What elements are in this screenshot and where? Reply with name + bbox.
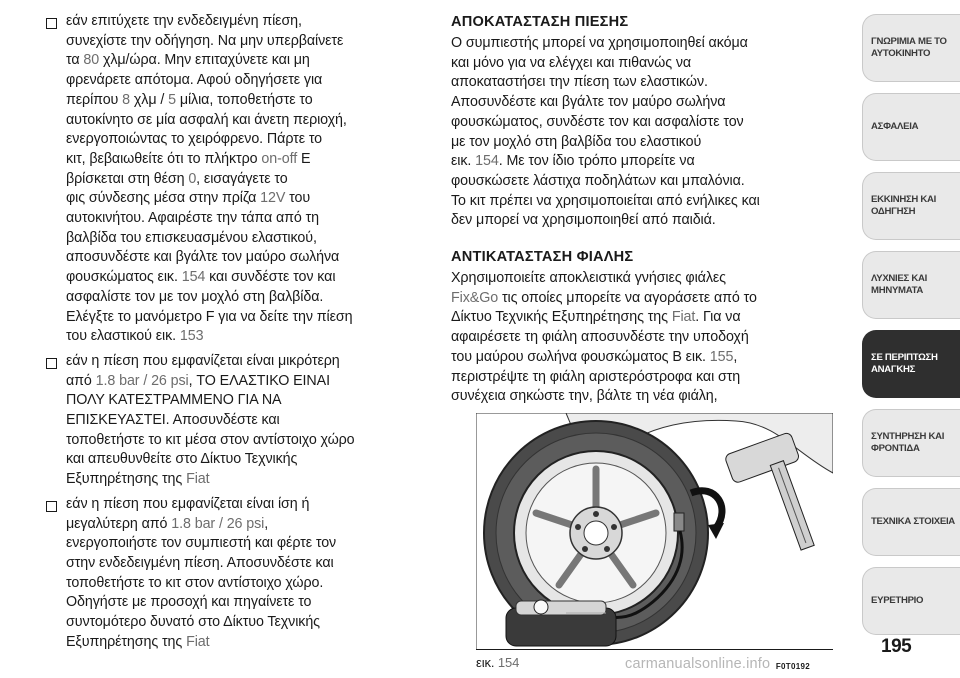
text-line [66,327,422,347]
reference-value: 1.8 bar / 26 psi [171,515,265,532]
tab-technical-data[interactable] [862,488,960,556]
text-line [451,133,851,153]
text-fragment: βαλβίδα του επισκευασμένου ελαστικού, [66,229,317,246]
text-fragment: Χρησιμοποιείτε αποκλειστικά γνήσιες φιάλες [451,270,726,287]
text-fragment: . Με τον ίδιο τρόπο μπορείτε να [498,153,695,170]
page-number: 195 [881,636,912,657]
text-fragment: Εξυπηρέτησης της [66,633,187,650]
text-fragment: μίλια, τοποθετήστε το [175,91,313,108]
text-fragment: χλμ/ώρα. Μην επιταχύνετε και μη [99,52,310,69]
text-line [66,130,422,150]
text-fragment: τοποθετήστε το κιτ μέσα στον αντίστοιχο χώρο [66,431,355,448]
text-fragment: του μαύρου σωλήνα φουσκώματος B εικ. [451,348,710,365]
text-line [66,12,422,32]
figure-label-prefix: εικ. [476,654,495,670]
text-line [66,111,422,131]
text-line [66,391,422,411]
text-fragment: περίπου [66,91,123,108]
figure-number: 154 [497,654,520,670]
text-line [66,495,422,515]
bullet-pressure-low [38,352,422,490]
text-fragment: από [66,372,96,389]
bullet-text [66,12,422,347]
text-fragment: στην ενδεδειγμένη πίεση. Αποσυνδέστε και [66,554,334,571]
text-line [451,34,851,54]
text-fragment: ΠΟΛΥ ΚΑΤΕΣΤΡΑΜΜΕΝΟ ΓΙΑ ΝΑ [66,392,282,409]
reference-value: Fiat [186,633,210,650]
reference-value: 1.8 bar / 26 psi [95,372,189,389]
text-fragment: Το κιτ πρέπει να χρησιμοποιείται από ενήλικες και [451,192,760,209]
left-column [38,12,422,658]
text-line [66,268,422,288]
text-line [66,248,422,268]
text-fragment: συνεχίστε την οδήγηση. Να μην υπερβαίνετε [66,32,344,49]
text-line [451,73,851,93]
tab-maintenance-and-care[interactable] [862,409,960,477]
tab-label: ΛΥΧΝΙΕΣ ΚΑΙ ΜΗΝΥΜΑΤΑ [871,273,927,296]
tab-index[interactable] [862,567,960,635]
text-line [451,348,851,368]
reference-value: 12V [260,190,286,207]
bullet-text [66,352,422,490]
text-line [66,150,422,170]
reference-value: Fiat [186,471,210,488]
text-line [451,172,851,192]
text-fragment: περιστρέψτε τη φιάλη αριστερόστροφα και στη [451,368,741,385]
figure-label [476,653,519,677]
text-line [66,308,422,328]
text-fragment: εικ. [451,153,476,170]
text-fragment: ασφαλίστε τον με τον μοχλό στη βαλβίδα. [66,288,324,305]
text-fragment: συντομότερο δυνατό στο Δίκτυο Τεχνικής [66,614,320,631]
text-line [451,308,851,328]
text-line [451,152,851,172]
text-fragment: φουσκώματος εικ. [66,269,182,286]
text-fragment: συνέχεια σηκώστε την, βάλτε τη νέα φιάλη, [451,388,718,405]
text-line [66,470,422,490]
text-fragment: φις σύνδεσης μέσα στην πρίζα [66,190,261,207]
text-fragment: Ο συμπιεστής μπορεί να χρησιμοποιηθεί ακόμα [451,35,748,51]
reference-value: 80 [83,52,100,69]
tab-safety[interactable] [862,93,960,161]
reference-value: Fix&Go [451,289,499,306]
text-fragment: μεγαλύτερη από [66,515,172,532]
text-fragment: και μόνο για να ελέγχει και πιθανώς να [451,54,692,71]
text-fragment: ΕΠΙΣΚΕΥΑΣΤΕΙ. Αποσυνδέστε και [66,412,280,429]
text-line [66,189,422,209]
text-line [66,71,422,91]
text-line [451,289,851,309]
text-line [451,113,851,133]
text-line [66,633,422,653]
text-fragment: βρίσκεται στη θέση [66,170,189,187]
text-line [66,209,422,229]
checkbox-bullet-icon [46,358,57,369]
figure-code: F0T0192 [775,661,810,671]
tab-label: ΓΝΩΡΙΜΙΑ ΜΕ ΤΟ ΑΥΤΟΚΙΝΗΤΟ [871,36,947,59]
text-fragment: , [733,348,738,365]
tab-knowing-the-car[interactable] [862,14,960,82]
text-fragment: τα [66,52,84,69]
text-fragment: Αποσυνδέστε και βγάλτε τον μαύρο σωλήνα [451,94,726,111]
text-line [66,352,422,372]
bullet-pressure-ok [38,495,422,653]
checkbox-bullet-icon [46,501,57,512]
text-fragment: Ελέγξτε το μανόμετρο F για να δείτε την πίεση [66,308,353,325]
text-fragment: εάν η πίεση που εμφανίζεται είναι ίση ή [66,495,310,512]
bullet-continue-driving [38,12,422,347]
reference-value: 8 [122,91,131,108]
text-line [451,93,851,113]
text-fragment: εάν επιτύχετε την ενδεδειγμένη πίεση, [66,13,302,29]
text-line [451,192,851,212]
text-line [451,368,851,388]
text-line [66,593,422,613]
reference-value: Fiat [671,309,696,326]
text-fragment: Δίκτυο Τεχνικής Εξυπηρέτησης της [451,309,672,326]
reference-value: 5 [168,91,176,108]
text-fragment: φουσκώματος, συνδέστε τον και ασφαλίστε τον [451,113,744,130]
chapter-tabs-sidebar [862,14,960,646]
watermark: carmanualsonline.info [625,656,771,672]
text-line [451,387,851,407]
text-fragment: και συνδέστε τον και [205,269,336,286]
figure-compressor-on-wheel [476,413,833,650]
tab-label: ΑΣΦΑΛΕΙΑ [871,121,919,132]
text-fragment: του ελαστικού εικ. [66,328,180,345]
text-fragment: , ΤΟ ΕΛΑΣΤΙΚΟ ΕΙΝΑΙ [188,372,330,389]
text-fragment: τοποθετήστε το κιτ στον αντίστοιχο χώρο. [66,574,324,591]
text-fragment: αποκαταστήσει την πίεση των ελαστικών. [451,74,708,91]
text-line [66,32,422,52]
text-line [66,613,422,633]
text-fragment: , εισαγάγετε το [196,170,288,187]
text-fragment: και απευθυνθείτε στο Δίκτυο Τεχνικής [66,451,298,468]
text-fragment: E [297,150,311,167]
right-column [451,12,851,677]
heading-pressure-restore: ΑΠΟΚΑΤΑΣΤΑΣΗ ΠΙΕΣΗΣ [451,14,629,30]
reference-value: on-off [261,150,298,167]
text-fragment: με τον μοχλό στη βαλβίδα του ελαστικού [451,133,702,150]
tab-in-emergency[interactable] [862,330,960,398]
reference-value: 154 [181,269,206,286]
text-line [66,170,422,190]
text-line [451,54,851,74]
text-line [66,229,422,249]
text-fragment: φουσκώσετε λάστιχα ποδηλάτων και μπαλόνια. [451,172,745,189]
text-fragment: του [285,190,311,207]
text-line [66,91,422,111]
text-line [66,372,422,392]
text-line [66,574,422,594]
text-line [66,515,422,535]
bullet-text [66,495,422,653]
tab-label: ΣΕ ΠΕΡΙΠΤΩΣΗ ΑΝΑΓΚΗΣ [871,352,938,375]
text-line [66,431,422,451]
tab-label: ΤΕΧΝΙΚΑ ΣΤΟΙΧΕΙΑ [871,516,955,527]
text-line [66,51,422,71]
heading-bottle-replacement: ΑΝΤΙΚΑΤΑΣΤΑΣΗ ΦΙΑΛΗΣ [451,249,634,266]
text-fragment: Οδηγήστε με προσοχή και πηγαίνετε το [66,594,312,611]
text-fragment: εάν η πίεση που εμφανίζεται είναι μικρότερη [66,352,340,369]
text-fragment: . Για να [695,309,741,326]
text-fragment: αυτοκινήτου. Αφαιρέστε την τάπα από τη [66,210,320,227]
text-line [66,411,422,431]
tab-label: ΕΚΚΙΝΗΣΗ ΚΑΙ ΟΔΗΓΗΣΗ [871,194,937,217]
text-line [66,450,422,470]
text-line [451,328,851,348]
paragraph-pressure-restore [451,34,851,231]
text-line [66,554,422,574]
text-fragment: τις οποίες μπορείτε να αγοράσετε από το [498,289,757,306]
reference-value: 154 [475,153,499,170]
text-fragment: ενεργοποιήστε τον συμπιεστή και φέρτε τον [66,535,337,552]
text-line [451,211,851,231]
tab-warning-lights[interactable] [862,251,960,319]
text-line [66,534,422,554]
checkbox-bullet-icon [46,18,57,29]
text-fragment: χλμ / [130,91,169,108]
reference-value: 155 [709,348,734,365]
text-fragment: Εξυπηρέτησης της [66,471,187,488]
text-fragment: φρενάρετε απότομα. Αφού οδηγήσετε για [66,72,323,89]
text-fragment: ενεργοποιώντας το χειρόφρενο. Πάρτε το [66,131,323,148]
tab-starting-and-driving[interactable] [862,172,960,240]
text-fragment: αποσυνδέστε και βγάλτε τον μαύρο σωλήνα [66,249,340,266]
text-line [66,288,422,308]
text-line [451,269,851,289]
text-fragment: αφαιρέσετε τη φιάλη αποσυνδέστε την υποδοχή [451,329,749,346]
text-fragment: , [264,515,269,532]
tyre-compressor-illustration [476,413,833,649]
paragraph-bottle-replacement [451,269,851,407]
tab-label: ΕΥΡΕΤΗΡΙΟ [871,595,924,606]
tab-label: ΣΥΝΤΗΡΗΣΗ ΚΑΙ ΦΡΟΝΤΙΔΑ [871,431,945,454]
reference-value: 0 [188,170,197,187]
text-fragment: αυτοκίνητο σε μία ασφαλή και άνετη περιοχή, [66,111,347,128]
reference-value: 153 [179,328,204,345]
text-fragment: δεν μπορεί να χρησιμοποιηθεί από παιδιά. [451,212,716,229]
text-fragment: κιτ, βεβαιωθείτε ότι το πλήκτρο [66,150,262,167]
